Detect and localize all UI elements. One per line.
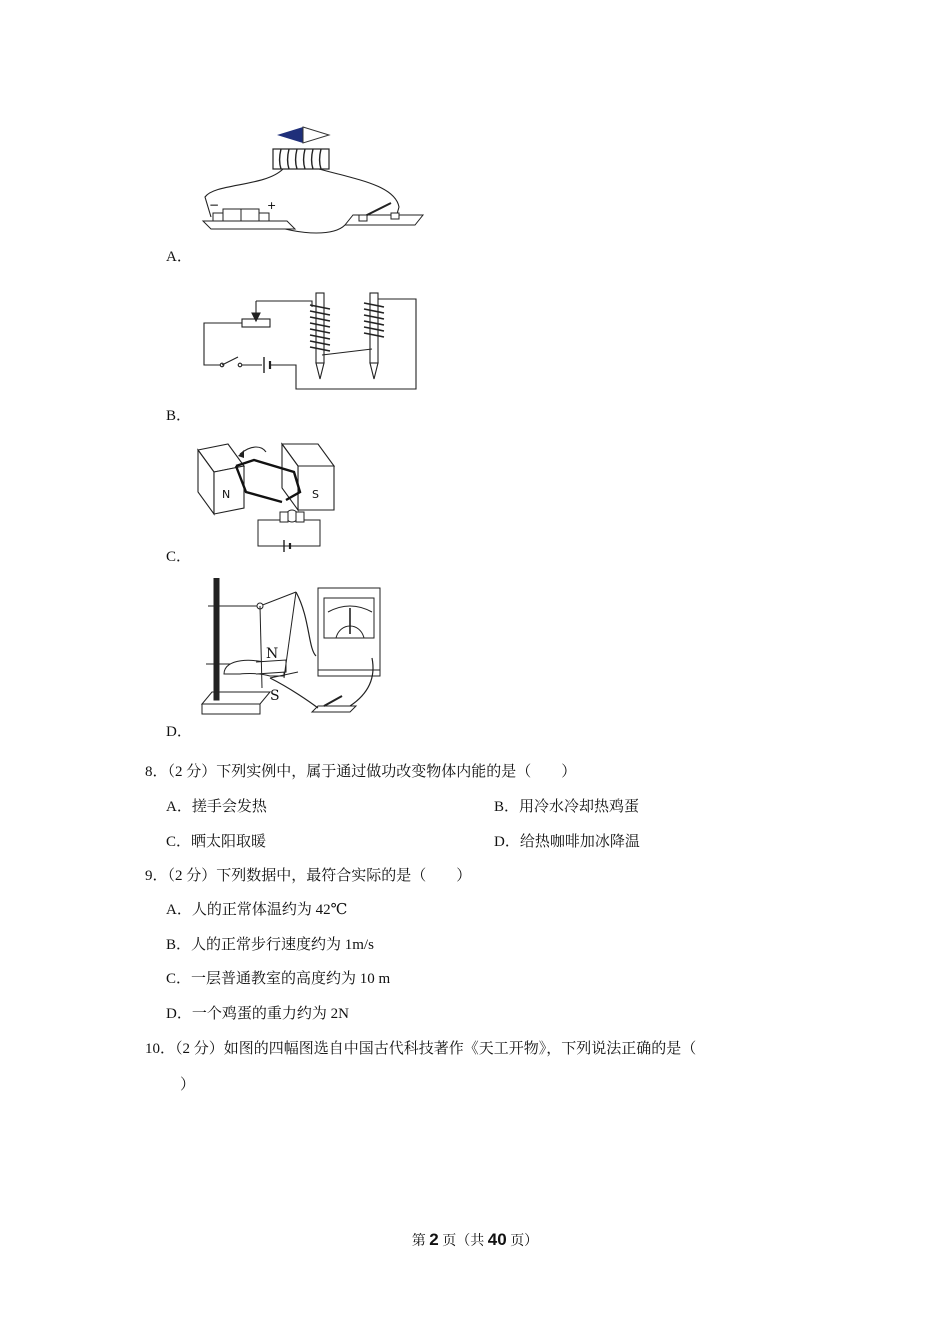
question-9-option-c: C．一层普通教室的高度约为 10 m — [166, 971, 391, 987]
footer-middle: 页（共 — [438, 1234, 488, 1249]
question-9-option-d: D．一个鸡蛋的重力约为 2N — [166, 1006, 349, 1022]
footer-prefix: 第 — [411, 1234, 430, 1249]
question-8-option-a: A．搓手会发热 — [166, 799, 267, 815]
figure-option-a: A． — [166, 249, 192, 265]
question-10-stem: 10．（2 分）如图的四幅图选自中国古代科技著作《天工开物》，下列说法正确的是（ — [145, 1041, 697, 1057]
footer-page-number: 2 — [429, 1230, 439, 1249]
figure-c — [196, 440, 338, 552]
question-8-option-d: D．给热咖啡加冰降温 — [494, 834, 640, 850]
battery-minus-label: − — [209, 198, 220, 212]
figure-b — [200, 283, 422, 395]
question-9-option-a: A．人的正常体温约为 42℃ — [166, 902, 348, 918]
figure-a — [195, 125, 425, 240]
figure-d — [200, 578, 385, 720]
magnet-south-label: S — [312, 488, 319, 501]
footer-suffix: 页） — [506, 1234, 539, 1249]
page-footer — [0, 1230, 950, 1250]
question-10-stem-continuation: ） — [180, 1077, 196, 1093]
question-8-option-c: C．晒太阳取暖 — [166, 834, 267, 850]
compass-needle-north — [277, 127, 303, 143]
question-9-option-b: B．人的正常步行速度约为 1m/s — [166, 937, 374, 953]
battery-plus-label: + — [267, 199, 277, 212]
footer-total-pages: 40 — [487, 1230, 507, 1249]
question-8-option-b: B．用冷水冷却热鸡蛋 — [494, 799, 640, 815]
question-8-stem: 8．（2 分）下列实例中，属于通过做功改变物体内能的是（ ） — [145, 764, 577, 780]
magnet-north-label: N — [266, 646, 279, 662]
figure-option-d: D． — [166, 724, 192, 740]
question-9-stem: 9．（2 分）下列数据中，最符合实际的是（ ） — [145, 868, 472, 884]
compass-needle-south — [303, 127, 329, 143]
magnet-south-label: S — [270, 688, 280, 704]
figure-option-c: C． — [166, 549, 192, 565]
magnet-north-label: N — [222, 488, 231, 501]
figure-option-b: B． — [166, 408, 192, 424]
